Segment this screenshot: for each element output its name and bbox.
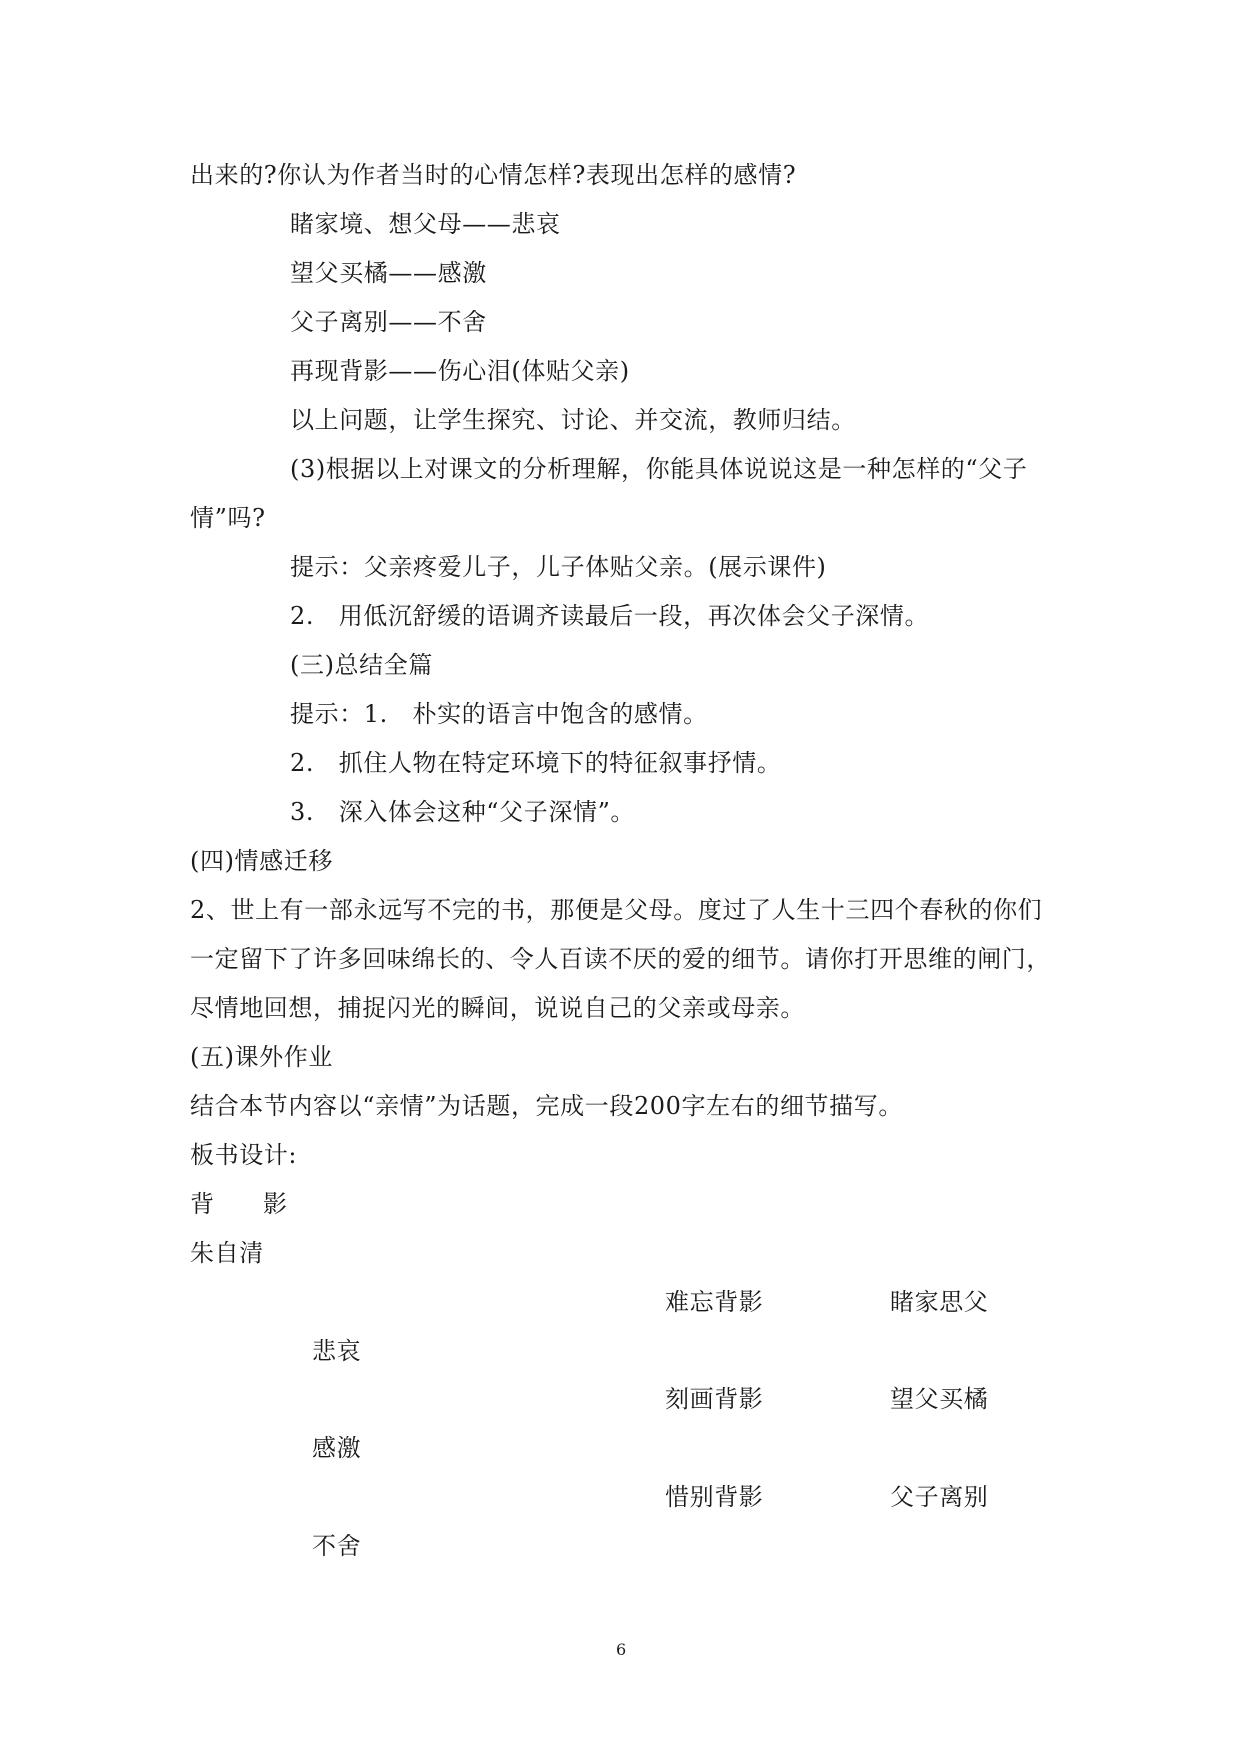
board-row-feeling: 悲哀 [312,1337,362,1365]
board-author: 朱自清 [190,1239,264,1267]
page-number: 6 [616,1640,627,1659]
paragraph-line: (3)根据以上对课文的分析理解，你能具体说说这是一种怎样的“父子 [290,455,1028,483]
board-row-feeling: 感激 [312,1434,362,1462]
paragraph-line: 情”吗? [190,504,266,532]
paragraph-line: 2、世上有一部永远写不完的书，那便是父母。度过了人生十三四个春秋的你们 [190,896,1043,924]
board-row-left: 难忘背影 [665,1288,764,1316]
paragraph-line: 出来的?你认为作者当时的心情怎样?表现出怎样的感情? [190,161,797,189]
paragraph-line: 2. 用低沉舒缓的语调齐读最后一段，再次体会父子深情。 [290,602,930,630]
board-row-right: 睹家思父 [890,1288,989,1316]
paragraph-line: 父子离别——不舍 [290,308,487,336]
board-title-char: 影 [263,1190,288,1218]
section-heading: (五)课外作业 [190,1043,333,1071]
board-title-char: 背 [190,1190,215,1218]
board-row-left: 惜别背影 [665,1483,764,1511]
paragraph-line: 尽情地回想，捕捉闪光的瞬间，说说自己的父亲或母亲。 [190,994,805,1022]
board-row-right: 父子离别 [890,1483,989,1511]
board-row-right: 望父买橘 [890,1385,989,1413]
section-heading: 板书设计: [190,1141,298,1169]
paragraph-line: 望父买橘——感激 [290,259,487,287]
paragraph-line: 结合本节内容以“亲情”为话题，完成一段200字左右的细节描写。 [190,1092,903,1120]
paragraph-line: 2. 抓住人物在特定环境下的特征叙事抒情。 [290,749,782,777]
paragraph-line: 提示：1. 朴实的语言中饱含的感情。 [290,700,708,728]
paragraph-line: 3. 深入体会这种“父子深情”。 [290,798,636,826]
board-row-left: 刻画背影 [665,1385,764,1413]
paragraph-line: 睹家境、想父母——悲哀 [290,210,561,238]
section-heading: (三)总结全篇 [290,651,433,679]
section-heading: (四)情感迁移 [190,847,333,875]
paragraph-line: 提示：父亲疼爱儿子，儿子体贴父亲。(展示课件) [290,553,827,581]
board-row-feeling: 不舍 [312,1532,362,1560]
paragraph-line: 一定留下了许多回味绵长的、令人百读不厌的爱的细节。请你打开思维的闸门， [190,945,1051,973]
paragraph-line: 再现背影——伤心泪(体贴父亲) [290,357,630,385]
paragraph-line: 以上问题，让学生探究、讨论、并交流，教师归结。 [290,406,856,434]
